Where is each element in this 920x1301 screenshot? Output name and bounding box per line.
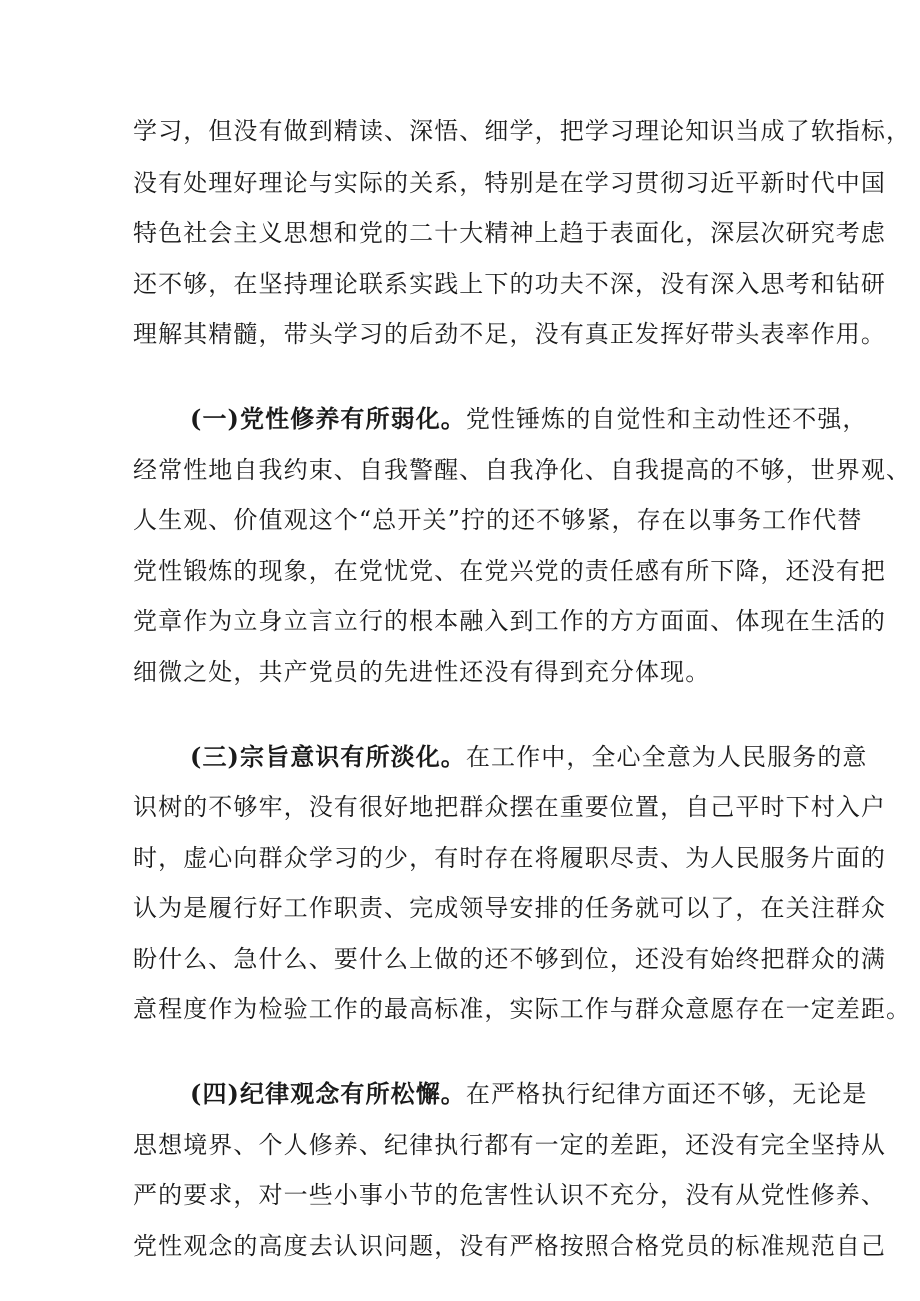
section-heading: (三)宗旨意识有所淡化。	[190, 742, 466, 771]
paragraph-line: 特色社会主义思想和党的二十大精神上趋于表面化，深层次研究考虑	[133, 219, 886, 247]
paragraph-first-line	[190, 742, 868, 772]
paragraph-line: 还不够，在坚持理论联系实践上下的功夫不深，没有深入思考和钻研	[133, 270, 886, 298]
paragraph-line: 认为是履行好工作职责、完成领导安排的任务就可以了，在关注群众	[133, 894, 886, 922]
paragraph-line: 细微之处，共产党员的先进性还没有得到充分体现。	[133, 658, 711, 686]
paragraph-line: 党性锻炼的现象，在党忧党、在党兴党的责任感有所下降，还没有把	[133, 557, 886, 585]
paragraph-line: 学习，但没有做到精读、深悟、细学，把学习理论知识当成了软指标，	[133, 117, 912, 145]
paragraph-line: 严的要求，对一些小事小节的危害性认识不充分，没有从党性修养、	[133, 1181, 886, 1209]
paragraph-line: 盼什么、急什么、要什么上做的还不够到位，还没有始终把群众的满	[133, 945, 886, 973]
paragraph-line: 思想境界、个人修养、纪律执行都有一定的差距，还没有完全坚持从	[133, 1131, 886, 1159]
paragraph-line: 经常性地自我约束、自我警醒、自我净化、自我提高的不够，世界观、	[133, 456, 912, 484]
paragraph-line: 理解其精髓，带头学习的后劲不足，没有真正发挥好带头表率作用。	[133, 320, 886, 348]
paragraph-line: 党章作为立身立言立行的根本融入到工作的方方面面、体现在生活的	[133, 607, 886, 635]
paragraph-line: 识树的不够牢，没有很好地把群众摆在重要位置，自己平时下村入户	[133, 793, 886, 821]
paragraph-text: 在严格执行纪律方面还不够，无论是	[465, 1080, 868, 1108]
paragraph-text: 党性锤炼的自觉性和主动性还不强，	[465, 405, 868, 433]
paragraph-line: 人生观、价值观这个“总开关”拧的还不够紧，存在以事务工作代替	[133, 506, 863, 534]
section-heading: (一)党性修养有所弱化。	[190, 404, 466, 433]
paragraph-line: 时，虚心向群众学习的少，有时存在将履职尽责、为人民服务片面的	[133, 844, 886, 872]
paragraph-line: 党性观念的高度去认识问题，没有严格按照合格党员的标准规范自己	[133, 1232, 886, 1260]
section-heading: (四)纪律观念有所松懈。	[190, 1079, 466, 1108]
paragraph-line: 意程度作为检验工作的最高标准，实际工作与群众意愿存在一定差距。	[133, 995, 912, 1023]
paragraph-first-line	[190, 1079, 868, 1109]
paragraph-line: 没有处理好理论与实际的关系，特别是在学习贯彻习近平新时代中国	[133, 169, 886, 197]
paragraph-first-line	[190, 404, 868, 434]
paragraph-text: 在工作中，全心全意为人民服务的意	[465, 743, 868, 771]
